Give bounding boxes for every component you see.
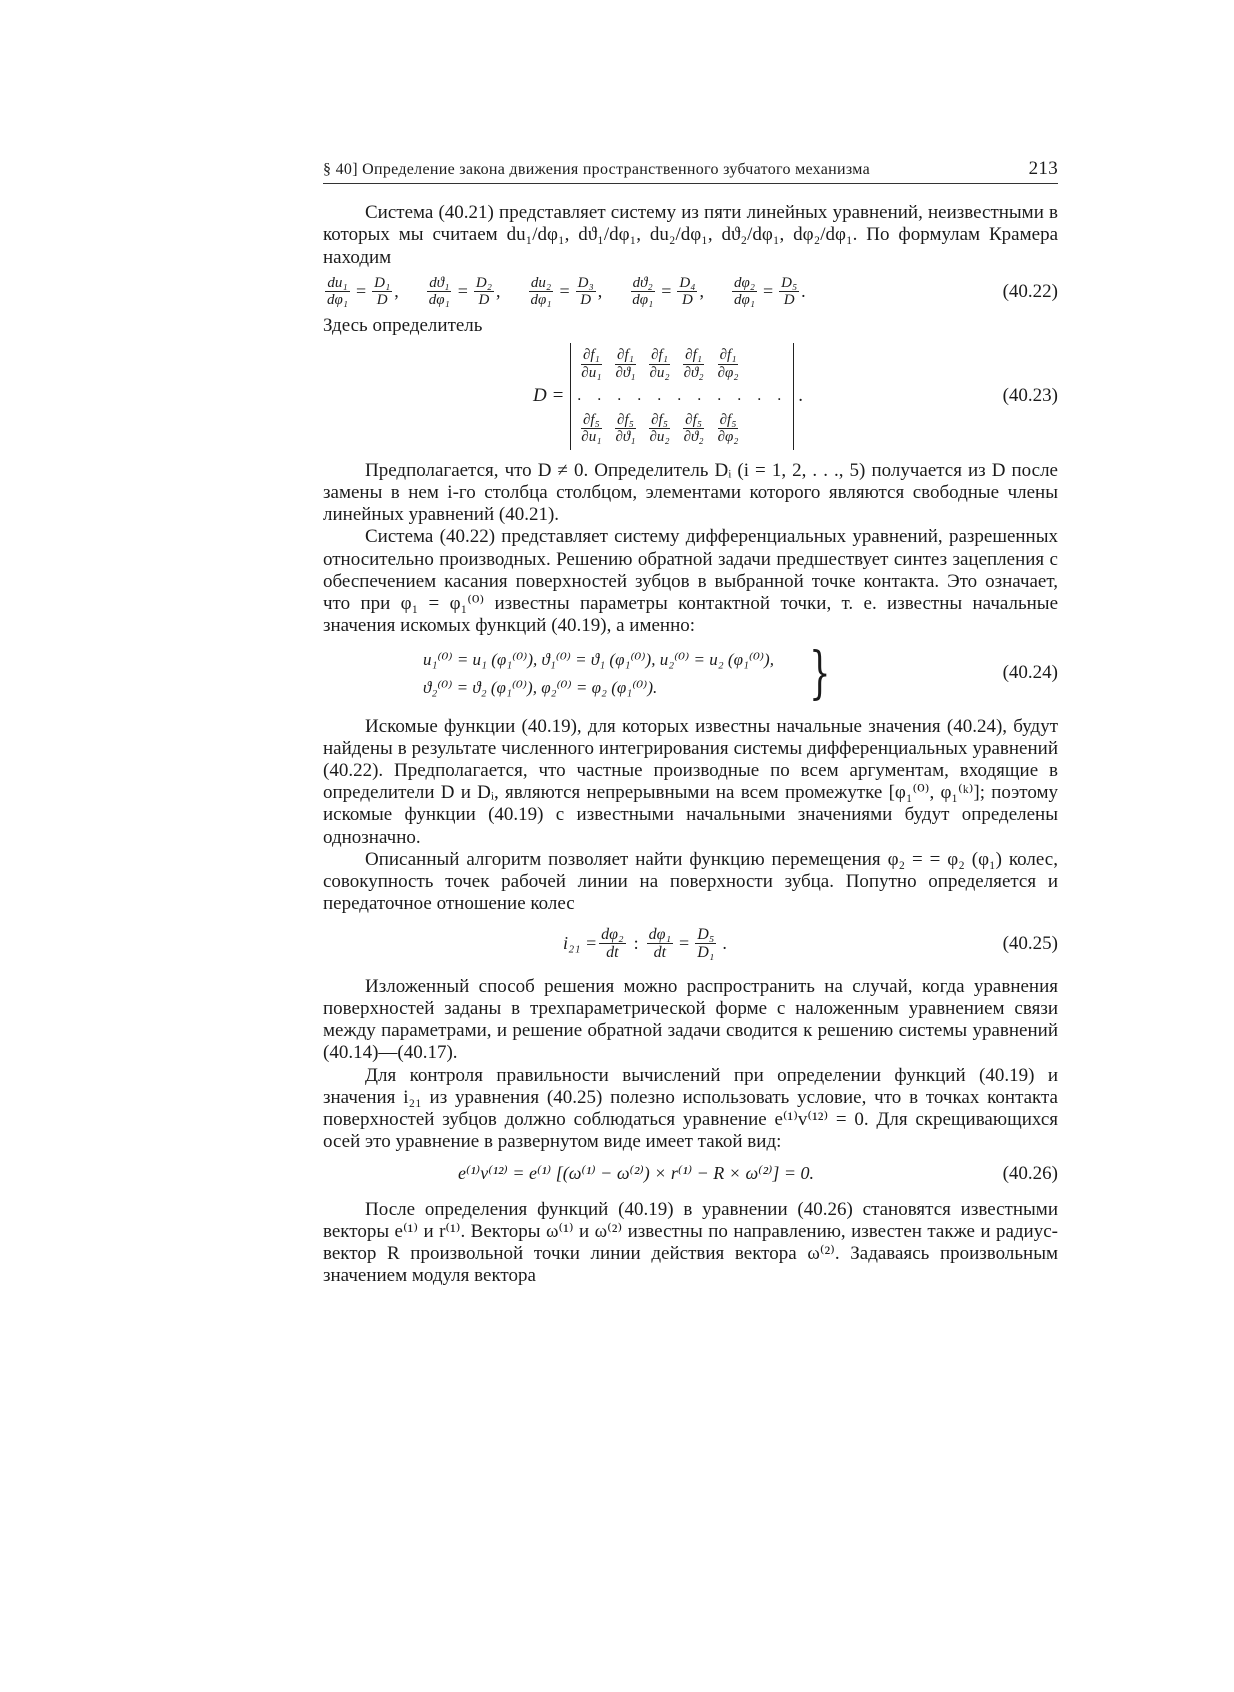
- equation-number: (40.25): [1002, 932, 1058, 954]
- paragraph: После определения функций (40.19) в уравнении (40.26) становятся известными векторы e⁽¹⁾ и r⁽¹⁾. Векторы ω⁽¹⁾ и ω⁽²⁾ известны по направлению, известен также и радиус-вектор R произвольной точки линии действия вектора ω⁽²⁾. Задаваясь произвольным значением модуля вектора: [323, 1198, 1058, 1287]
- equation-line: u₁⁽⁰⁾ = u₁ (φ₁⁽⁰⁾), ϑ₁⁽⁰⁾ = ϑ₁ (φ₁⁽⁰⁾), u₂⁽⁰⁾ = u₂ (φ₁⁽⁰⁾),: [423, 650, 774, 670]
- cramer-fraction: $\frac{\text{du₁}}{\text{dφ₁}}$ = $\frac{\text{D₁}}{D}$ ,: [327, 274, 399, 309]
- equation-number: (40.26): [1002, 1162, 1058, 1184]
- right-brace-icon: }: [809, 640, 831, 706]
- equation-40-23: D = $\frac{\text{∂f₁}}{\text{∂u₁}}$ $\frac{\text{∂f₁}}{\text{∂ϑ₁}}$ $\frac{\text{∂f₁}}{\text{∂u₂}}$ $\frac{\text{∂f₁}}{\text{∂ϑ₂}}$ $\frac{\text{∂f₁}}{\text{∂φ₂}}$ . . . . . . . . . . . $\frac{\text{∂f₅}}{\text{∂u₁}}$ $\frac{\text{∂f₅}}{\text{∂ϑ₁}}$ $\frac{\text{∂f₅}}{\text{∂u₂}}$ $\frac{\text{∂f₅}}{\text{∂ϑ₂}}$ $\frac{\text{∂f₅}}{\text{∂φ₂}}$ . (40.23): [323, 343, 1058, 450]
- page-content: [323, 158, 1058, 1287]
- page-number: 213: [1028, 158, 1058, 179]
- cramer-fraction: $\frac{\text{dϑ₂}}{\text{dφ₁}}$ = $\frac{\text{D₄}}{D}$ ,: [632, 274, 704, 309]
- determinant-row: $\frac{\text{∂f₁}}{\text{∂u₁}}$ $\frac{\text{∂f₁}}{\text{∂ϑ₁}}$ $\frac{\text{∂f₁}}{\text{∂u₂}}$ $\frac{\text{∂f₁}}{\text{∂ϑ₂}}$ $\frac{\text{∂f₁}}{\text{∂φ₂}}$: [581, 347, 739, 381]
- cramer-fraction: $\frac{\text{dφ₂}}{\text{dφ₁}}$ = $\frac{\text{D₅}}{D}$ .: [733, 274, 806, 309]
- determinant: [570, 343, 794, 450]
- equation-40-22: [323, 275, 1058, 309]
- determinant-label: D =: [533, 385, 565, 407]
- determinant-ellipsis: . . . . . . . . . . .: [577, 387, 788, 405]
- paragraph: Система (40.21) представляет систему из пяти линейных уравнений, неизвестными в которых мы считаем du₁/dφ₁, dϑ₁/dφ₁, du₂/dφ₁, dϑ₂/dφ₁, dφ₂/dφ₁. По формулам Крамера находим: [323, 202, 1058, 268]
- running-header: [323, 158, 1058, 184]
- equation-expression: e⁽¹⁾v⁽¹²⁾ = e⁽¹⁾ [(ω⁽¹⁾ − ω⁽²⁾) × r⁽¹⁾ − R × ω⁽²⁾] = 0.: [458, 1163, 815, 1184]
- cramer-fraction: $\frac{\text{dϑ₁}}{\text{dφ₁}}$ = $\frac{\text{D₂}}{D}$ ,: [428, 274, 501, 309]
- equation-number: (40.24): [1002, 662, 1058, 684]
- equation-lhs: i₂₁ =: [563, 933, 598, 954]
- equation-40-24: [323, 640, 1058, 706]
- equation-number: (40.22): [1002, 280, 1058, 302]
- determinant-row: $\frac{\text{∂f₅}}{\text{∂u₁}}$ $\frac{\text{∂f₅}}{\text{∂ϑ₁}}$ $\frac{\text{∂f₅}}{\text{∂u₂}}$ $\frac{\text{∂f₅}}{\text{∂ϑ₂}}$ $\frac{\text{∂f₅}}{\text{∂φ₂}}$: [581, 411, 739, 446]
- paragraph: Искомые функции (40.19), для которых известны начальные значения (40.24), будут найдены в результате численного интегрирования системы дифференциальных уравнений (40.22). Предполагается, что частные производные по всем аргументам, входящие в определители D и Dᵢ, являются непрерывными на всем промежутке [φ₁⁽⁰⁾, φ₁⁽ᵏ⁾]; поэтому искомые функции (40.19) с известными начальными значениями будут определены однозначно.: [323, 715, 1058, 848]
- equation-40-25: i₂₁ = $\frac{\text{dφ₂}}{dt}$ : $\frac{\text{dφ₁}}{dt}$ = $\frac{\text{D₅}}{\text{D₁}}$ . (40.25): [563, 925, 1058, 962]
- section-title: § 40] Определение закона движения пространственного зубчатого механизма: [323, 161, 871, 178]
- cramer-fraction: $\frac{\text{du₂}}{\text{dφ₁}}$ = $\frac{\text{D₃}}{D}$ ,: [530, 274, 603, 309]
- paragraph: Здесь определитель: [323, 314, 483, 336]
- paragraph: Описанный алгоритм позволяет найти функцию перемещения φ₂ = = φ₂ (φ₁) колес, совокупность точек рабочей линии на поверхности зубца. Попутно определяется и передаточное отношение колес: [323, 848, 1058, 915]
- equation-number: (40.23): [1002, 385, 1058, 407]
- paragraph: Для контроля правильности вычислений при определении функций (40.19) и значения i₂₁ из уравнения (40.25) полезно использовать условие, что в точках контакта поверхностей зубцов должно соблюдаться уравнение e⁽¹⁾v⁽¹²⁾ = 0. Для скрещивающихся осей это уравнение в развернутом виде имеет такой вид:: [323, 1064, 1058, 1153]
- equation-40-26: [323, 1163, 1058, 1184]
- equation-line: ϑ₂⁽⁰⁾ = ϑ₂ (φ₁⁽⁰⁾), φ₂⁽⁰⁾ = φ₂ (φ₁⁽⁰⁾).: [423, 677, 658, 697]
- initial-values: [423, 646, 774, 700]
- paragraph: Предполагается, что D ≠ 0. Определитель Dᵢ (i = 1, 2, . . ., 5) получается из D после замены в нем i-го столбца столбцом, элементами которого являются свободные члены линейных уравнений (40.21).: [323, 459, 1058, 526]
- paragraph: Изложенный способ решения можно распространить на случай, когда уравнения поверхностей заданы в трехпараметрической форме с наложенным уравнением связи между параметрами, и решение обратной задачи сводится к решению системы уравнений (40.14)—(40.17).: [323, 975, 1058, 1064]
- paragraph: Система (40.22) представляет систему дифференциальных уравнений, разрешенных относительно производных. Решению обратной задачи предшествует синтез зацепления с обеспечением касания поверхностей зубцов в выбранной точке контакта. Это означает, что при φ₁ = φ₁⁽⁰⁾ известны параметры контактной точки, т. е. известны начальные значения искомых функций (40.19), а именно:: [323, 526, 1058, 637]
